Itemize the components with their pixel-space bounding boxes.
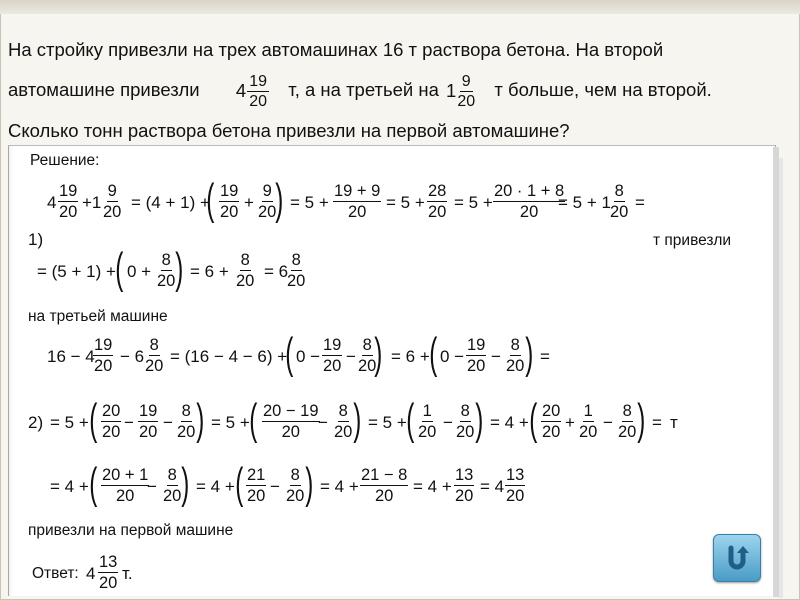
frac-num: 9 (461, 73, 471, 91)
problem-text-2b: т, а на третьей на (288, 79, 439, 100)
answer-unit: т. (122, 564, 133, 583)
problem-line-2 (8, 70, 788, 111)
answer-fraction (98, 552, 118, 593)
problem-text-2c: т больше, чем на второй. (494, 79, 712, 100)
frac-den: 20 (249, 93, 268, 111)
step1-label: 1) (28, 230, 44, 249)
problem-text-2a: автомашине привезли (8, 79, 200, 100)
answer-den: 20 (99, 574, 118, 592)
problem-statement (8, 30, 788, 151)
problem-line-1: На стройку привезли на трех автомашинах 16 т раствора бетона. На второй (8, 39, 664, 60)
frac-num: 19 (249, 73, 268, 91)
mixed-number-difference (446, 71, 476, 112)
paper-shadow (779, 158, 783, 598)
mixed-whole: 1 (446, 79, 457, 101)
first-truck-label: привезли на первой машине (28, 522, 234, 539)
header-bar (0, 0, 800, 14)
answer-whole: 4 (86, 564, 96, 583)
mixed-whole: 4 (235, 79, 247, 101)
step2-suffix: т (670, 413, 678, 432)
frac-den: 20 (457, 93, 476, 111)
problem-line-3: Сколько тонн раствора бетона привезли на первой автомашине? (8, 120, 570, 142)
answer-num: 13 (99, 553, 118, 571)
step2-label: 2) (28, 413, 44, 432)
mixed-number-second-truck (236, 71, 270, 112)
step1-suffix: т привезли (653, 232, 732, 249)
third-truck-label: на третьей машине (28, 308, 168, 325)
return-arrow-icon (722, 543, 752, 573)
solution-heading: Решение: (30, 152, 100, 169)
answer-label: Ответ: (32, 565, 79, 582)
return-button[interactable] (713, 534, 761, 582)
